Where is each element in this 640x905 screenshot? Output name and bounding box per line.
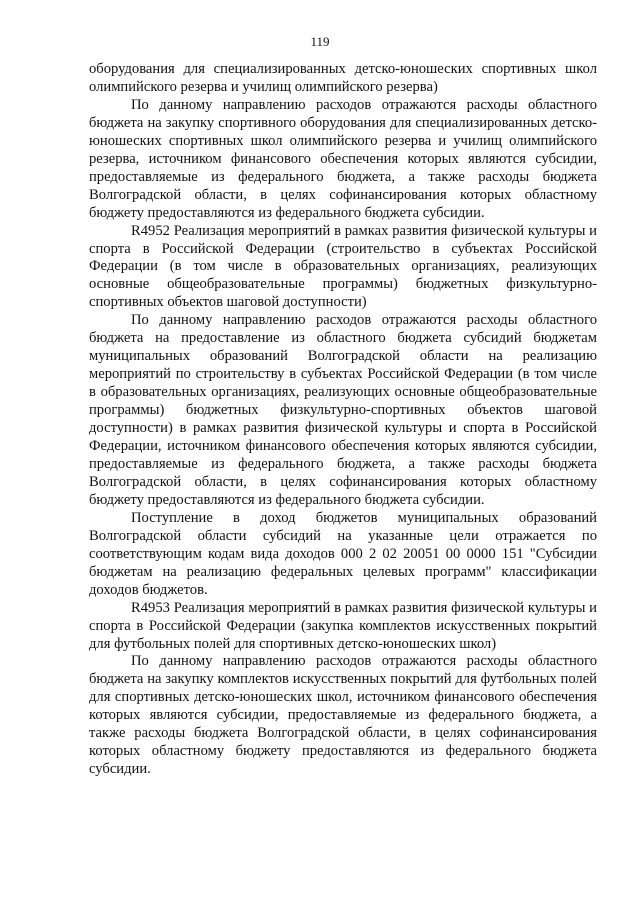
document-body bbox=[89, 61, 597, 779]
paragraph-r4952-heading: R4952 Реализация мероприятий в рамках развития физической культуры и спорта в Российской Федерации (строительство в субъектах Российской Федерации (в том числе в образовательных организациях, реализующих основные общеобразовательные программы) бюджетных физкультурно-спортивных объектов шаговой доступности) bbox=[89, 222, 597, 311]
paragraph-sport-equipment-expenses: По данному направлению расходов отражаются расходы областного бюджета на закупку спортивного оборудования для специализированных детско-юношеских спортивных школ олимпийского резерва и училищ олимпийского резерва, источником финансового обеспечения которых являются субсидии, предоставляемые из федерального бюджета, а также расходы бюджета Волгоградской области, в целях софинансирования которых областному бюджету предоставляются из федерального бюджета субсидии. bbox=[89, 96, 597, 221]
paragraph-r4953-description: По данному направлению расходов отражаются расходы областного бюджета на закупку комплектов искусственных покрытий для футбольных полей для спортивных детско-юношеских школ, источником финансового обеспечения которых являются субсидии, предоставляемые из федерального бюджета, а также расходы бюджета Волгоградской области, в целях софинансирования которых областному бюджету предоставляются из федерального бюджета субсидии. bbox=[89, 653, 597, 778]
paragraph-r4952-revenue: Поступление в доход бюджетов муниципальных образований Волгоградской области субсидий на указанные цели отражается по соответствующим кодам вида доходов 000 2 02 20051 00 0000 151 "Субсидии бюджетам на реализацию федеральных целевых программ" классификации доходов бюджетов. bbox=[89, 509, 597, 598]
page-number: 119 bbox=[310, 34, 330, 49]
paragraph-r4952-description: По данному направлению расходов отражаются расходы областного бюджета на предоставление из областного бюджета субсидий бюджетам муниципальных образований Волгоградской области на реализацию мероприятий по строительству в субъектах Российской Федерации (в том числе в образовательных организациях, реализующих основные общеобразовательные программы) бюджетных физкультурно-спортивных объектов шаговой доступности) в рамках развития физической культуры и спорта в Российской Федерации, источником финансового обеспечения которых являются субсидии, предоставляемые из федерального бюджета, а также расходы бюджета Волгоградской области, в целях софинансирования которых областному бюджету предоставляются из федерального бюджета субсидии. bbox=[89, 312, 597, 508]
paragraph-r4953-heading: R4953 Реализация мероприятий в рамках развития физической культуры и спорта в Российской Федерации (закупка комплектов искусственных покрытий для футбольных полей для спортивных детско-юношеских школ) bbox=[89, 599, 597, 652]
paragraph-continuation: оборудования для специализированных детско-юношеских спортивных школ олимпийского резерва и училищ олимпийского резерва) bbox=[89, 61, 597, 95]
